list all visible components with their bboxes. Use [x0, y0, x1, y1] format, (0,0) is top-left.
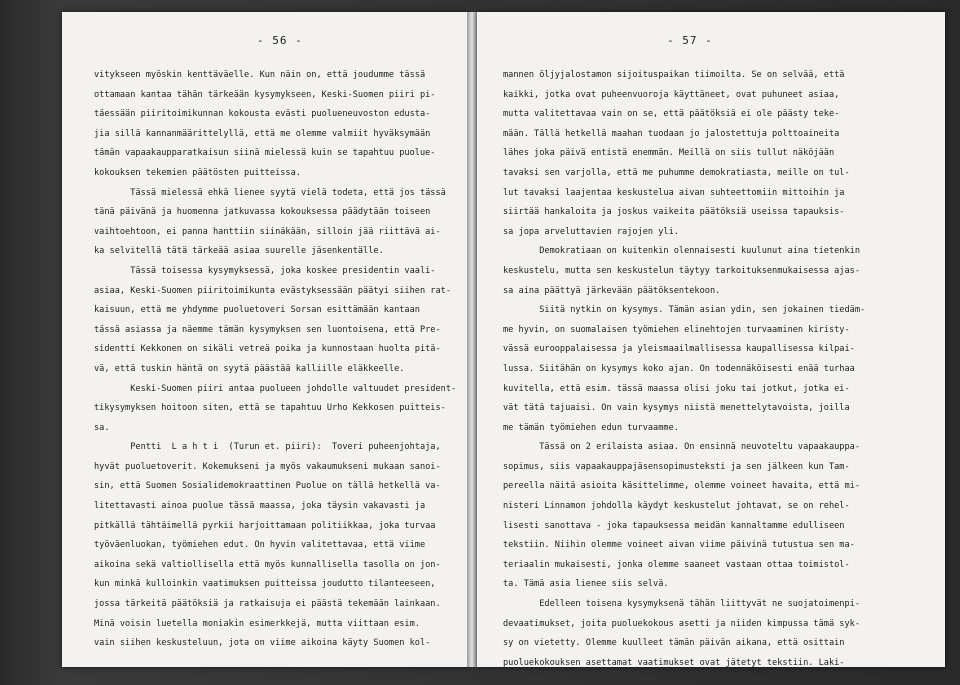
text-line: tikysymyksen hoitoon siten, että se tapahtuu Urho Kekkosen puitteis- [94, 403, 446, 414]
text-line: puoluekokouksen asettamat vaatimukset ovat jätetyt tekstiin. Laki- [503, 657, 845, 668]
text-line: sidentti Kekkonen on sikäli vetreä poika ja kunnostaan huolta pitä- [94, 344, 441, 355]
text-line: Pentti L a h t i (Turun et. piiri): Toveri puheenjohtaja, [94, 442, 441, 453]
text-line: sopimus, siis vapaakauppajäsensopimusteksti ja sen jälkeen kun Tam- [503, 461, 850, 472]
text-line: sa. [94, 422, 110, 433]
text-line: aikoina sekä valtiollisella että myös kunnallisella tasolla on jon- [94, 559, 441, 570]
text-line: siirtää hankaloita ja joskus vaikeita päätöksiä useissa tapauksis- [503, 207, 845, 218]
text-line: ottamaan kantaa tähän tärkeään kysymykseen, Keski-Suomen piiri pi- [94, 89, 436, 100]
left-page-text [94, 66, 456, 654]
text-line: asiaa, Keski-Suomen piiritoimikunta evästyksessään päätyi siihen rat- [94, 285, 451, 296]
text-line: vät tätä tajuaisi. On vain kysymys niistä menettelytavoista, joilla [503, 403, 850, 414]
book-gutter [467, 12, 477, 667]
text-line: kaikki, jotka ovat puheenvuoroja käyttäneet, ovat puhuneet asiaa, [503, 89, 840, 100]
text-line: vaihtoehtoon, ei panna hanttiin siinäkään, silloin jää riittävä ai- [94, 226, 441, 237]
text-line: teriaalin mukaisesti, jonka olemme saaneet vastaan ottaa toimistol- [503, 559, 850, 570]
text-line: mään. Tällä hetkellä maahan tuodaan jo jalostettuja polttoaineita [503, 128, 840, 139]
text-line: Keski-Suomen piiri antaa puolueen johdolle valtuudet president- [94, 383, 457, 394]
text-line: Edelleen toisena kysymyksenä tähän liittyvät ne suojatoimenpi- [503, 599, 860, 610]
text-line: tämän vapaakaupparatkaisun siinä mielessä kuin se tapahtuu puolue- [94, 148, 436, 159]
text-line: vain siihen keskusteluun, jota on viime aikoina käyty Suomen kol- [94, 638, 431, 649]
text-line: Tässä mielessä ehkä lienee syytä vielä todeta, että jos tässä [94, 187, 446, 198]
text-line: vitykseen myöskin kenttäväelle. Kun näin on, että joudumme tässä [94, 70, 426, 80]
page-number-left: - 56 - [257, 34, 303, 47]
left-page [62, 12, 469, 667]
text-line: ta. Tämä asia lienee siis selvä. [503, 579, 669, 590]
text-line: pitkällä tähtäimellä pyrkii harjoittamaan politiikkaa, joka turvaa [94, 520, 436, 531]
text-line: kokouksen tekemien päätösten puitteissa. [94, 167, 301, 178]
text-line: Demokratiaan on kuitenkin olennaisesti kuulunut aina tietenkin [503, 246, 860, 257]
text-line: me hyvin, on suomalaisen työmiehen elinehtojen turvaaminen kiristy- [503, 324, 850, 335]
text-line: Tässä toisessa kysymyksessä, joka koskee presidentin vaali- [94, 265, 436, 276]
text-line: sa jopa arveluttavien rajojen yli. [503, 226, 679, 237]
text-line: Siitä nytkin on kysymys. Tämän asian ydin, sen jokainen tiedäm- [503, 305, 866, 316]
text-line: tavaksi sen varjolla, että me puhumme demokratiasta, meille on tul- [503, 167, 850, 178]
text-line: ka selvitellä tätä tärkeää asiaa suurelle jäsenkentälle. [94, 246, 384, 257]
text-line: keskustelu, mutta sen keskustelun täytyy tarkoituksenmukaisessa ajas- [503, 265, 860, 276]
text-line: sy on vietetty. Olemme kuulleet tämän päivän aikana, että osittain [503, 638, 845, 649]
text-line: devaatimukset, joita puoluekokous asetti ja niiden kimpussa tämä syk- [503, 618, 860, 629]
text-line: lähes joka päivä entistä enemmän. Meillä on siis tullut näköjään [503, 148, 835, 159]
right-page-text [503, 66, 865, 673]
text-line: sin, että Suomen Sosialidemokraattinen Puolue on tällä hetkellä va- [94, 481, 441, 492]
text-line: lussa. Siitähän on kysymys koko ajan. On todennäköisesti enää turhaa [503, 363, 855, 374]
text-line: Minä voisin luetella moniakin esimerkkejä, mutta viittaan esim. [94, 618, 420, 629]
text-line: mutta valitettavaa vain on se, että päätöksiä ei ole päästy teke- [503, 109, 840, 120]
text-line: tässä asiassa ja näemme tämän kysymyksen sen luontoisena, että Pre- [94, 324, 441, 335]
text-line: vässä eurooppalaisessa ja yleismaailmallisessa kaupallisessa kilpai- [503, 344, 855, 355]
text-line: sa aina päättyä järkevään päätöksentekoon. [503, 285, 721, 296]
text-line: työväenluokan, työmiehen edut. On hyvin valitettavaa, että viime [94, 540, 426, 551]
text-line: pereella näitä asioita käsittelimme, olemme voineet havaita, että mi- [503, 481, 860, 492]
right-page [477, 12, 945, 667]
text-line: kaisuun, että me yhdymme puoluetoveri Sorsan esittämään kantaan [94, 305, 420, 316]
text-line: nisteri Linnamon johdolla käydyt keskustelut johtavat, se on rehel- [503, 501, 850, 512]
text-line: kun minkä kulloinkin vaatimuksen puitteissa joudutto tilanteeseen, [94, 579, 436, 590]
text-line: lut tavaksi laajentaa keskustelua aivan suhteettomiin mittoihin ja [503, 187, 845, 198]
text-line: jia sillä kannanmäärittelyllä, että me olemme valmiit hyväksymään [94, 128, 431, 139]
text-line: vä, että tuskin häntä on syytä päästää kalliille eläkkeelle. [94, 363, 405, 374]
text-line: lisesti sanottava - joka tapauksessa meidän kannaltamme edulliseen [503, 520, 845, 531]
text-line: litettavasti ainoa puolue tässä maassa, joka täysin vakavasti ja [94, 501, 426, 512]
text-line: mannen öljyjalostamon sijoituspaikan tiimoilta. Se on selvää, että [503, 70, 845, 80]
text-line: me tämän työmiehen edun turvaamme. [503, 422, 679, 433]
text-line: Tässä on 2 erilaista asiaa. On ensinnä neuvoteltu vapaakauppa- [503, 442, 860, 453]
text-line: kuvitella, että esim. tässä maassa olisi joku tai jotkut, jotka ei- [503, 383, 850, 394]
text-line: tekstiin. Niihin olemme voineet aivan viime päivinä tutustua sen ma- [503, 540, 855, 551]
text-line: tänä päivänä ja huomenna jatkuvassa kokouksessa päädytään toiseen [94, 207, 431, 218]
page-number-right: - 57 - [667, 34, 713, 47]
text-line: hyvät puoluetoverit. Kokemukseni ja myös vakaumukseni mukaan sanoi- [94, 461, 441, 472]
text-line: täessään piiritoimikunnan kokousta evästi puolueneuvoston edusta- [94, 109, 431, 120]
text-line: jossa tärkeitä päätöksiä ja ratkaisuja ei päästä tekemään lainkaan. [94, 599, 441, 610]
